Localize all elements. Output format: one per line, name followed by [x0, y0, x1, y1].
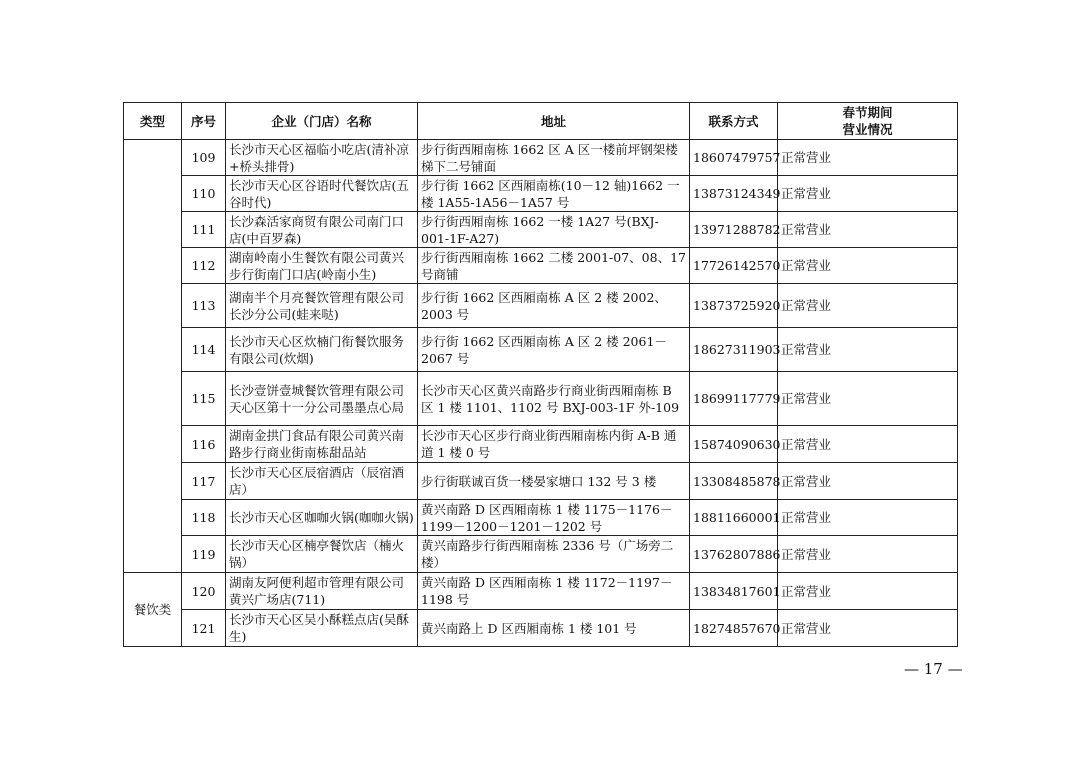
row-number: 109 — [182, 140, 226, 176]
header-name: 企业（门店）名称 — [226, 103, 418, 140]
shop-status: 正常营业 — [778, 536, 958, 573]
row-number: 121 — [182, 610, 226, 647]
row-number: 116 — [182, 426, 226, 463]
shop-name: 长沙市天心区福临小吃店(清补凉+桥头排骨) — [226, 140, 418, 176]
header-status-line1: 春节期间 — [842, 105, 893, 120]
shop-name: 湖南金拱门食品有限公司黄兴南路步行商业街南栋甜品站 — [226, 426, 418, 463]
shop-phone: 18607479757 — [690, 140, 778, 176]
row-number: 120 — [182, 573, 226, 610]
shop-address: 黄兴南路 D 区西厢南栋 1 楼 1172－1197－1198 号 — [418, 573, 690, 610]
shop-address: 步行街西厢南栋 1662 区 A 区一楼前坪钢架楼梯下二号铺面 — [418, 140, 690, 176]
table-row — [124, 536, 958, 573]
header-address: 地址 — [418, 103, 690, 140]
shop-status: 正常营业 — [778, 328, 958, 372]
shop-status: 正常营业 — [778, 140, 958, 176]
shop-address: 步行街 1662 区西厢南栋(10－12 轴)1662 一楼 1A55-1A56－1A57 号 — [418, 176, 690, 212]
shop-address: 长沙市天心区步行商业街西厢南栋内街 A-B 通道 1 楼 0 号 — [418, 426, 690, 463]
shop-address: 步行街西厢南栋 1662 二楼 2001-07、08、17 号商铺 — [418, 248, 690, 284]
shop-status: 正常营业 — [778, 176, 958, 212]
shop-address: 黄兴南路上 D 区西厢南栋 1 楼 101 号 — [418, 610, 690, 647]
shop-status: 正常营业 — [778, 500, 958, 536]
row-number: 112 — [182, 248, 226, 284]
header-status — [778, 103, 958, 140]
shop-phone: 17726142570 — [690, 248, 778, 284]
header-status-line2: 营业情况 — [842, 122, 893, 137]
shop-status: 正常营业 — [778, 372, 958, 426]
shop-phone: 18274857670 — [690, 610, 778, 647]
shop-phone: 13308485878 — [690, 463, 778, 500]
shop-phone: 13971288782 — [690, 212, 778, 248]
row-number: 119 — [182, 536, 226, 573]
type-cell — [124, 140, 182, 573]
shop-table — [123, 102, 958, 647]
shop-phone: 13873725920 — [690, 284, 778, 328]
table-row — [124, 328, 958, 372]
header-type: 类型 — [124, 103, 182, 140]
row-number: 113 — [182, 284, 226, 328]
shop-phone: 15874090630 — [690, 426, 778, 463]
shop-name: 长沙森活家商贸有限公司南门口店(中百罗森) — [226, 212, 418, 248]
shop-phone: 18811660001 — [690, 500, 778, 536]
shop-status: 正常营业 — [778, 426, 958, 463]
shop-address: 步行街联诚百货一楼晏家塘口 132 号 3 楼 — [418, 463, 690, 500]
table-row — [124, 463, 958, 500]
shop-phone: 13834817601 — [690, 573, 778, 610]
header-no: 序号 — [182, 103, 226, 140]
shop-name: 长沙市天心区谷语时代餐饮店(五谷时代) — [226, 176, 418, 212]
row-number: 115 — [182, 372, 226, 426]
shop-phone: 13873124349 — [690, 176, 778, 212]
type-cell: 餐饮类 — [124, 573, 182, 647]
header-phone: 联系方式 — [690, 103, 778, 140]
table-row — [124, 500, 958, 536]
table-row — [124, 248, 958, 284]
shop-name: 长沙壹饼壹城餐饮管理有限公司天心区第十一分公司墨墨点心局 — [226, 372, 418, 426]
shop-address: 步行街 1662 区西厢南栋 A 区 2 楼 2002、2003 号 — [418, 284, 690, 328]
shop-phone: 18627311903 — [690, 328, 778, 372]
shop-address: 黄兴南路步行街西厢南栋 2336 号（广场旁二楼） — [418, 536, 690, 573]
shop-name: 长沙市天心区吴小酥糕点店(吴酥生) — [226, 610, 418, 647]
row-number: 114 — [182, 328, 226, 372]
row-number: 111 — [182, 212, 226, 248]
table-row — [124, 610, 958, 647]
shop-status: 正常营业 — [778, 284, 958, 328]
table-row — [124, 140, 958, 176]
shop-address: 步行街西厢南栋 1662 一楼 1A27 号(BXJ-001-1F-A27) — [418, 212, 690, 248]
shop-address: 黄兴南路 D 区西厢南栋 1 楼 1175－1176－1199－1200－1201－1202 号 — [418, 500, 690, 536]
shop-name: 湖南友阿便利超市管理有限公司黄兴广场店(711) — [226, 573, 418, 610]
table-row — [124, 426, 958, 463]
shop-phone: 18699117779 — [690, 372, 778, 426]
shop-phone: 13762807886 — [690, 536, 778, 573]
page-number: — 17 — — [904, 660, 963, 678]
shop-status: 正常营业 — [778, 212, 958, 248]
row-number: 117 — [182, 463, 226, 500]
table-row — [124, 176, 958, 212]
shop-status: 正常营业 — [778, 248, 958, 284]
table-row — [124, 372, 958, 426]
shop-status: 正常营业 — [778, 573, 958, 610]
shop-status: 正常营业 — [778, 463, 958, 500]
shop-name: 长沙市天心区辰宿酒店（辰宿酒店） — [226, 463, 418, 500]
shop-name: 湖南半个月亮餐饮管理有限公司长沙分公司(蛙来哒) — [226, 284, 418, 328]
shop-address: 步行街 1662 区西厢南栋 A 区 2 楼 2061－2067 号 — [418, 328, 690, 372]
shop-status: 正常营业 — [778, 610, 958, 647]
shop-name: 长沙市天心区炊楠门衔餐饮服务有限公司(炊烟) — [226, 328, 418, 372]
shop-name: 长沙市天心区楠亭餐饮店（楠火锅） — [226, 536, 418, 573]
shop-name: 湖南岭南小生餐饮有限公司黄兴步行街南门口店(岭南小生) — [226, 248, 418, 284]
table-row — [124, 212, 958, 248]
row-number: 118 — [182, 500, 226, 536]
table-row — [124, 573, 958, 610]
shop-address: 长沙市天心区黄兴南路步行商业街西厢南栋 B 区 1 楼 1101、1102 号 BXJ-003-1F 外-109 — [418, 372, 690, 426]
shop-name: 长沙市天心区咖咖火锅(咖咖火锅) — [226, 500, 418, 536]
row-number: 110 — [182, 176, 226, 212]
header-row — [124, 103, 958, 140]
table-row — [124, 284, 958, 328]
